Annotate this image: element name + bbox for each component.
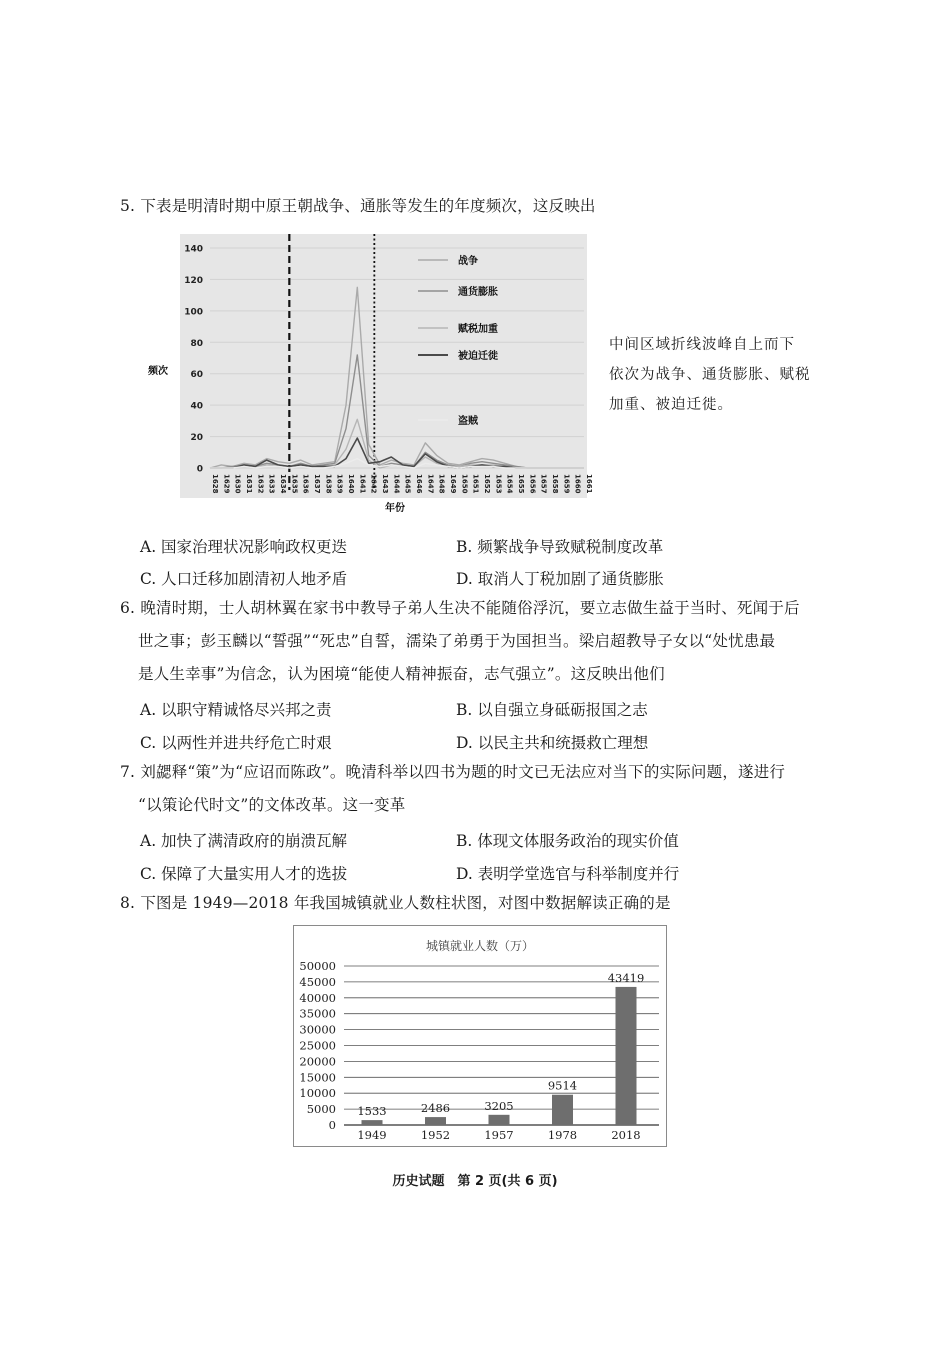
q7-option-d[interactable]: D. 表明学堂选官与科举制度并行 [456,865,680,883]
y-tick-label: 5000 [306,1102,336,1117]
bar-data-label: 2486 [420,1101,451,1116]
x-tick-label: 1978 [547,1128,578,1142]
x-tick-label: 1628 [211,474,219,494]
x-tick-label: 1657 [539,474,548,494]
q5-option-b[interactable]: B. 频繁战争导致赋税制度改革 [456,538,664,556]
series-line [210,355,584,468]
q7-stem [120,756,785,822]
page-footer: 历史试题 第 2 页(共 6 页) [392,1174,558,1189]
q5-stem: 5. 下表是明清时期中原王朝战争、通胀等发生的年度频次，这反映出 [120,197,596,215]
q6-option-b[interactable]: B. 以自强立身砥砺报国之志 [456,701,648,719]
legend-label: 通货膨胀 [458,287,498,298]
q6-option-d[interactable]: D. 以民主共和统摄救亡理想 [456,734,649,752]
q6-stem-line-2: 世之事；彭玉麟以“誓强”“死忠”自誓，濡染了弟勇于为国担当。梁启超教导子女以“处忧患最 [138,632,776,650]
x-tick-label: 1957 [484,1128,514,1142]
bar [489,1115,510,1125]
q7-stem-line-1: 7. 刘勰释“策”为“应诏而陈政”。晚清科举以四书为题的时文已无法应对当下的实际问题，遂进行 [120,763,786,781]
x-tick-label: 1629 [222,474,231,494]
q7-option-a[interactable]: A. 加快了满清政府的崩溃瓦解 [140,832,348,850]
y-tick-label: 20000 [299,1054,336,1069]
y-tick-label: 40 [190,401,203,412]
y-tick-label: 25000 [299,1038,336,1053]
q5-note [609,330,811,420]
bar-data-label: 3205 [484,1098,514,1113]
q5-option-a[interactable]: A. 国家治理状况影响政权更迭 [140,538,348,556]
x-tick-label: 1637 [313,474,321,494]
q5-option-d[interactable]: D. 取消人丁税加剧了通货膨胀 [456,570,664,588]
x-tick-label: 1659 [562,474,571,494]
y-tick-label: 10000 [299,1086,336,1101]
bar [616,987,637,1125]
x-tick-label: 1645 [403,474,412,494]
y-tick-label: 0 [196,464,203,475]
x-tick-label: 1632 [256,474,265,494]
x-tick-label: 1949 [357,1128,387,1142]
q5-note-line-2: 依次为战争、通货膨胀、赋税 [609,367,811,383]
x-tick-label: 1644 [392,474,401,494]
x-tick-label: 1648 [437,474,446,494]
x-tick-label: 2018 [611,1128,641,1142]
line-chart-svg [148,234,593,522]
y-tick-label: 100 [184,307,203,318]
y-tick-label: 15000 [299,1070,336,1085]
q7-stem-line-2: “以策论代时文”的文体改革。这一变革 [138,796,406,814]
legend-label: 战争 [458,256,478,267]
y-tick-label: 40000 [299,990,336,1005]
legend-label: 盗贼 [458,416,478,427]
x-tick-label: 1660 [573,474,582,494]
x-tick-label: 1651 [471,474,480,494]
x-tick-label: 1655 [517,474,525,494]
q6-option-c[interactable]: C. 以两性并进共纾危亡时艰 [140,734,332,752]
x-tick-label: 1642 [369,474,378,494]
x-tick-label: 1654 [505,474,514,494]
x-tick-label: 1641 [358,474,367,494]
q7-option-c[interactable]: C. 保障了大量实用人才的选拔 [140,865,348,883]
x-tick-label: 1636 [301,474,310,494]
x-tick-label: 1649 [449,474,457,494]
bar-data-label: 43419 [607,970,645,985]
y-tick-label: 120 [184,275,203,286]
q5-line-chart [148,234,593,514]
bar [552,1095,573,1125]
bar-chart-title: 城镇就业人数（万） [425,939,535,953]
y-tick-label: 0 [328,1118,336,1132]
series-line [210,287,584,468]
bar-data-label: 9514 [547,1078,578,1093]
x-tick-label: 1652 [483,474,491,494]
y-axis-label: 频次 [148,366,168,377]
x-tick-label: 1658 [551,474,559,494]
x-tick-label: 1653 [494,474,503,494]
y-tick-label: 20 [190,433,203,444]
x-tick-label: 1635 [290,474,299,494]
x-tick-label: 1643 [381,474,389,494]
x-tick-label: 1650 [460,474,469,494]
bar-data-label: 1533 [357,1104,387,1119]
q6-option-a[interactable]: A. 以职守精诚恪尽兴邦之责 [140,701,332,719]
x-tick-label: 1633 [267,474,276,494]
y-tick-label: 140 [184,244,203,255]
x-tick-label: 1661 [585,474,593,494]
y-tick-label: 80 [190,338,203,349]
legend-label: 被迫迁徙 [458,351,498,362]
q8-bar-chart [293,925,667,1147]
q5-option-c[interactable]: C. 人口迁移加剧清初人地矛盾 [140,570,348,588]
x-tick-label: 1630 [233,474,242,494]
q7-option-b[interactable]: B. 体现文体服务政治的现实价值 [456,832,679,850]
bar [425,1117,446,1125]
x-tick-label: 1647 [426,474,435,494]
x-tick-label: 1646 [415,474,423,494]
x-tick-label: 1640 [347,474,355,494]
y-tick-label: 30000 [299,1022,336,1037]
x-tick-label: 1656 [528,474,537,494]
q5-note-line-1: 中间区域折线波峰自上而下 [609,337,795,353]
x-tick-label: 1639 [335,474,344,494]
y-tick-label: 45000 [299,974,336,989]
q6-stem [120,592,800,691]
q6-stem-line-3: 是人生幸事”为信念，认为困境“能使人精神振奋，志气强立”。这反映出他们 [138,665,665,683]
x-axis-label: 年份 [385,503,405,514]
bar [362,1120,383,1125]
x-tick-label: 1631 [245,474,253,494]
y-tick-label: 35000 [299,1006,336,1021]
y-tick-label: 60 [190,370,203,381]
x-tick-label: 1634 [279,474,287,494]
x-tick-label: 1952 [420,1128,451,1142]
q5-note-line-3: 加重、被迫迁徙。 [609,397,733,413]
q8-stem: 8. 下图是 1949—2018 年我国城镇就业人数柱状图，对图中数据解读正确的是 [120,894,671,912]
x-tick-label: 1638 [324,474,333,494]
y-tick-label: 50000 [299,959,336,973]
legend-label: 赋税加重 [458,324,498,335]
q6-stem-line-1: 6. 晚清时期，士人胡林翼在家书中教导子弟人生决不能随俗浮沉，要立志做生益于当时、死闻于后 [120,599,800,617]
bar-chart-svg [294,926,666,1146]
